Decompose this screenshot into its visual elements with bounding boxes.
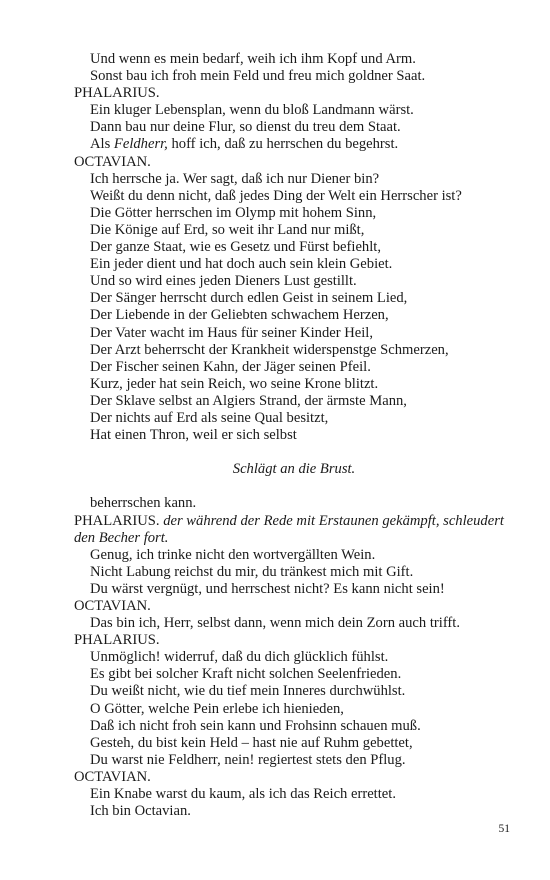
verse-line: Genug, ich trinke nicht den wortvergällten Wein. — [90, 546, 376, 563]
verse-line: Du wärst vergnügt, und herrschest nicht? Es kann nicht sein! — [90, 580, 445, 597]
verse-line: Ein jeder dient und hat doch auch sein klein Gebiet. — [90, 256, 393, 273]
verse-line: Der Liebende in der Geliebten schwachem Herzen, — [90, 307, 389, 324]
verse-line: Hat einen Thron, weil er sich selbst — [90, 427, 297, 444]
verse-line: Ein Knabe warst du kaum, als ich das Reich errettet. — [90, 786, 396, 803]
verse-line: Sonst bau ich froh mein Feld und freu mich goldner Saat. — [90, 68, 426, 85]
verse-line: Ein kluger Lebensplan, wenn du bloß Landmann wärst. — [90, 102, 414, 119]
verse-line: Dann bau nur deine Flur, so dienst du treu dem Staat. — [90, 119, 401, 136]
verse-line: Und wenn es mein bedarf, weih ich ihm Kopf und Arm. — [90, 51, 416, 67]
speaker-label: PHALARIUS. — [74, 512, 160, 529]
verse-line: Das bin ich, Herr, selbst dann, wenn mich dein Zorn auch trifft. — [90, 615, 460, 632]
verse-line: Der ganze Staat, wie es Gesetz und Fürst befiehlt, — [90, 239, 381, 256]
verse-line: Gesteh, du bist kein Held – hast nie auf Ruhm gebettet, — [90, 734, 413, 751]
verse-line: Die Götter herrschen im Olymp mit hohem Sinn, — [90, 204, 377, 221]
stage-direction: der während der Rede mit Erstaunen gekämpft, schleudert den Becher fort. — [74, 512, 504, 546]
verse-line: Du weißt nicht, wie du tief mein Inneres durchwühlst. — [90, 683, 406, 700]
verse-line: Der Sklave selbst an Algiers Strand, der ärmste Mann, — [90, 392, 407, 409]
speaker-label: PHALARIUS. — [74, 85, 160, 102]
verse-line: Der Sänger herrscht durch edlen Geist in seinem Lied, — [90, 290, 408, 307]
verse-text: Als — [90, 136, 114, 153]
verse-line: Kurz, jeder hat sein Reich, wo seine Krone blitzt. — [90, 375, 379, 392]
speaker-label: PHALARIUS. — [74, 632, 160, 649]
verse-line: Der Vater wacht im Haus für seiner Kinder Heil, — [90, 324, 373, 341]
verse-line: Nicht Labung reichst du mir, du tränkest mich mit Gift. — [90, 563, 414, 580]
verse-line: Daß ich nicht froh sein kann und Frohsinn schauen muß. — [90, 717, 421, 734]
verse-line: Ich bin Octavian. — [90, 803, 191, 820]
verse-line: O Götter, welche Pein erlebe ich hienieden, — [90, 700, 344, 717]
verse-line: beherrschen kann. — [90, 495, 197, 512]
verse-line: Der Arzt beherrscht der Krankheit widerspenstge Schmerzen, — [90, 341, 449, 358]
verse-line: Der nichts auf Erd als seine Qual besitzt, — [90, 409, 329, 426]
page-number: 51 — [498, 823, 510, 835]
verse-line: Es gibt bei solcher Kraft nicht solchen Seelenfrieden. — [90, 666, 402, 683]
verse-line — [74, 136, 514, 153]
stage-direction: Schlägt an die Brust. — [232, 461, 356, 478]
drama-text — [74, 51, 514, 820]
speaker-label: OCTAVIAN. — [74, 768, 151, 785]
speaker-label: OCTAVIAN. — [74, 153, 151, 170]
emphasis-text: Feldherr, — [113, 136, 168, 153]
verse-line: Du warst nie Feldherr, nein! regiertest stets den Pflug. — [90, 751, 406, 768]
speaker-label: OCTAVIAN. — [74, 598, 151, 614]
blank-line — [74, 478, 514, 495]
speaker-with-stage-direction — [74, 513, 514, 547]
verse-line: Der Fischer seinen Kahn, der Jäger seinen Pfeil. — [90, 358, 371, 375]
verse-text: hoff ich, daß zu herrschen du begehrst. — [167, 136, 399, 153]
verse-line: Ich herrsche ja. Wer sagt, daß ich nur Diener bin? — [90, 170, 380, 187]
blank-line — [74, 444, 514, 461]
verse-line: Und so wird eines jeden Dieners Lust gestillt. — [90, 273, 357, 290]
verse-line: Die Könige auf Erd, so weit ihr Land nur mißt, — [90, 221, 365, 238]
verse-line: Weißt du denn nicht, daß jedes Ding der Welt ein Herrscher ist? — [90, 187, 462, 204]
verse-line: Unmöglich! widerruf, daß du dich glücklich fühlst. — [90, 649, 389, 666]
